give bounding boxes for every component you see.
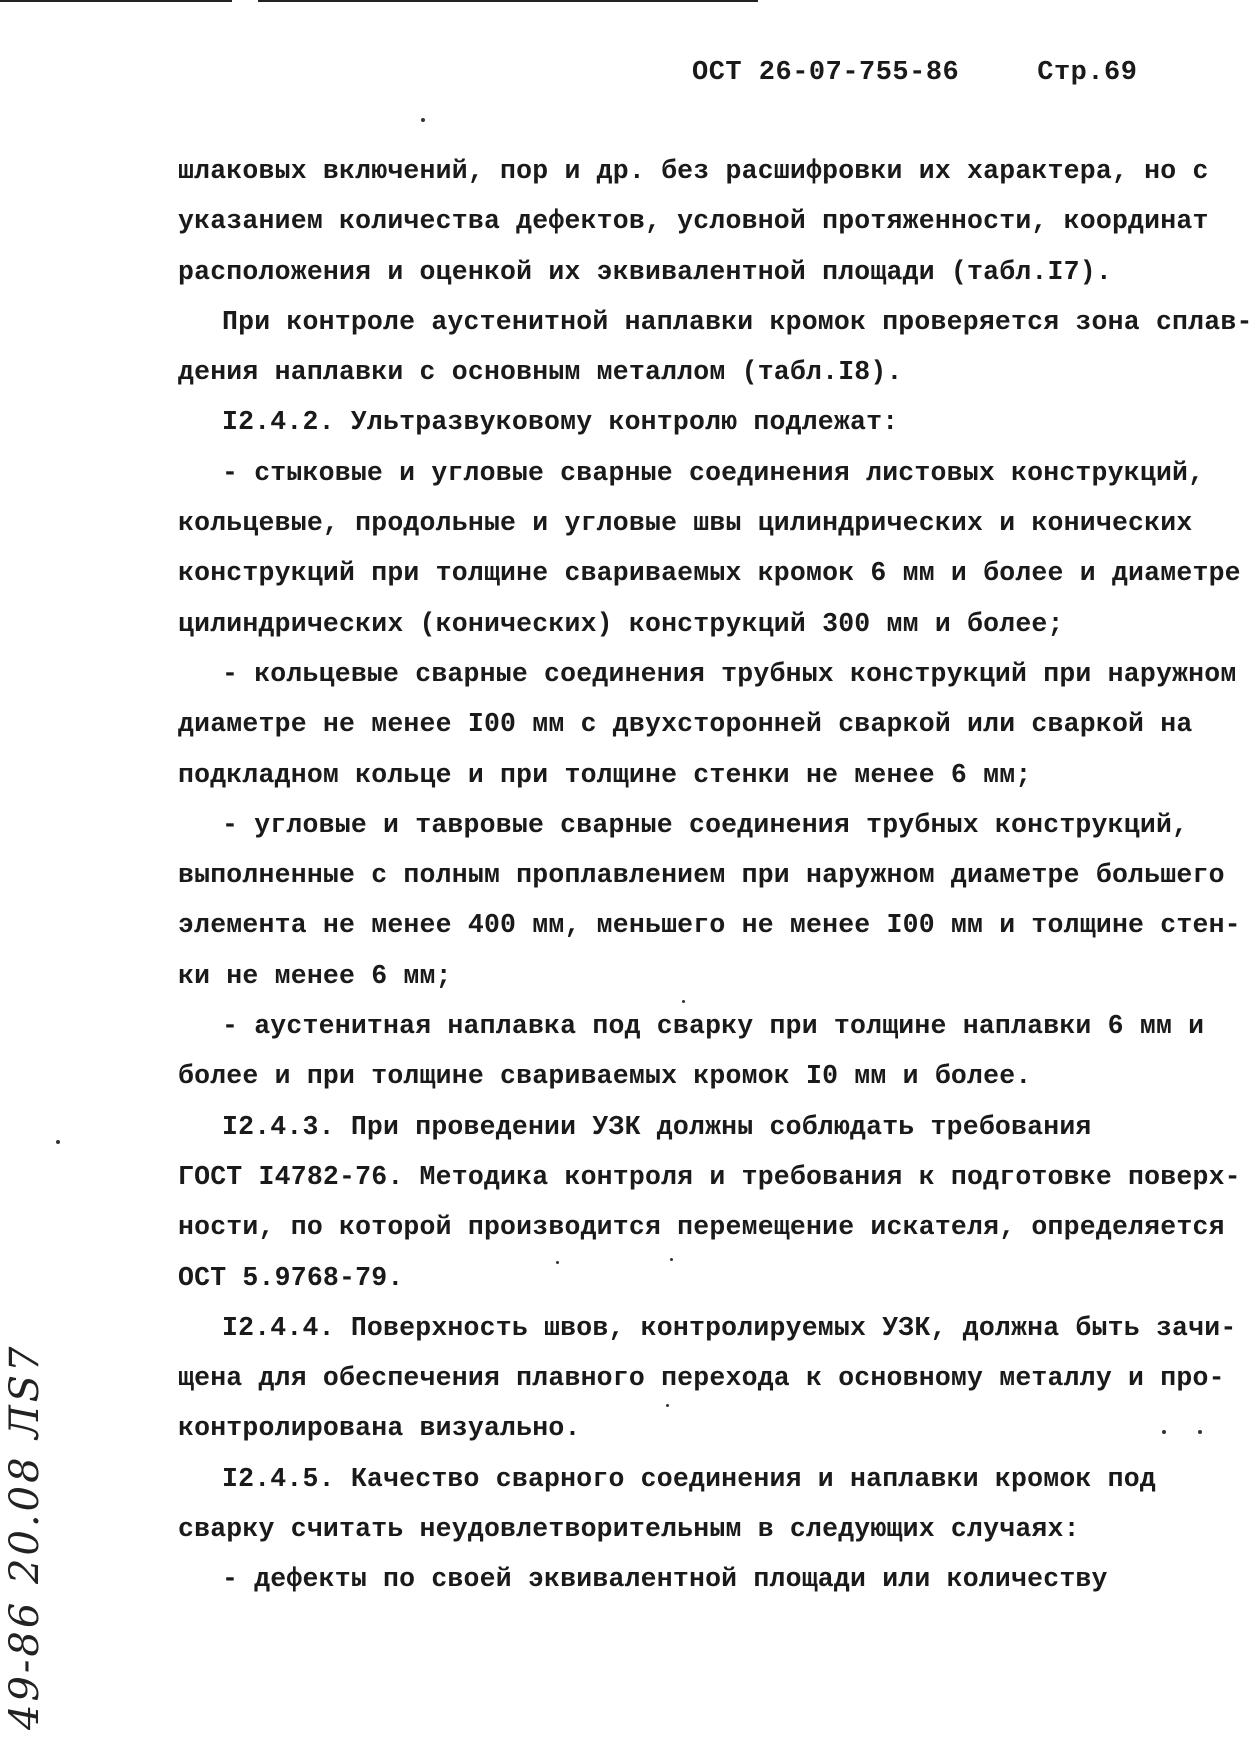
text-line: I2.4.2. Ультразвуковому контролю подлежат: bbox=[222, 407, 899, 438]
text-line: расположения и оценкой их эквивалентной площади (табл.I7). bbox=[178, 256, 1112, 287]
text-line: цилиндрических (конических) конструкций 300 мм и более; bbox=[178, 608, 1064, 639]
handwritten-margin-note: 49-86 20.08 ЛЅ7 bbox=[2, 1343, 48, 1730]
text-line: сварку считать неудовлетворительным в следующих случаях: bbox=[178, 1514, 1080, 1545]
text-line: - дефекты по своей эквивалентной площади или количеству bbox=[222, 1564, 1108, 1595]
text-line: кольцевые, продольные и угловые швы цилиндрических и конических bbox=[178, 508, 1193, 539]
scan-speck bbox=[670, 1258, 673, 1261]
text-line: дения наплавки с основным металлом (табл.I8). bbox=[178, 357, 903, 388]
page-number: Стр.69 bbox=[1037, 58, 1138, 88]
text-line: более и при толщине свариваемых кромок I0 мм и более. bbox=[178, 1061, 1032, 1092]
document-body bbox=[178, 146, 1253, 1605]
text-line: диаметре не менее I00 мм с двухсторонней сваркой или сваркой на bbox=[178, 709, 1193, 740]
scan-speck bbox=[666, 1404, 669, 1407]
text-line: I2.4.3. При проведении УЗК должны соблюдать требования bbox=[222, 1111, 1092, 1142]
text-line: ности, по которой производится перемещение искателя, определяется bbox=[178, 1212, 1225, 1243]
text-line: указанием количества дефектов, условной протяженности, координат bbox=[178, 206, 1209, 237]
text-line: контролирована визуально. bbox=[178, 1413, 581, 1444]
text-line: шлаковых включений, пор и др. без расшифровки их характера, но с bbox=[178, 156, 1209, 186]
text-line: - угловые и тавровые сварные соединения трубных конструкций, bbox=[222, 809, 1189, 840]
scan-speck bbox=[421, 118, 425, 122]
text-line: - аустенитная наплавка под сварку при толщине наплавки 6 мм и bbox=[222, 1011, 1205, 1042]
scan-speck bbox=[1162, 1430, 1166, 1434]
text-line: выполненные с полным проплавлением при наружном диаметре большего bbox=[178, 860, 1225, 891]
scan-speck bbox=[56, 1140, 60, 1144]
text-line: элемента не менее 400 мм, меньшего не менее I00 мм и толщине стен- bbox=[178, 910, 1241, 941]
text-line: I2.4.4. Поверхность швов, контролируемых УЗК, должна быть зачи- bbox=[222, 1312, 1237, 1343]
text-line: - кольцевые сварные соединения трубных конструкций при наружном bbox=[222, 658, 1237, 689]
text-line: - стыковые и угловые сварные соединения листовых конструкций, bbox=[222, 457, 1205, 488]
text-line: ГОСТ I4782-76. Методика контроля и требования к подготовке поверх- bbox=[178, 1161, 1241, 1192]
scan-speck bbox=[556, 1261, 559, 1264]
text-line: подкладном кольце и при толщине стенки не менее 6 мм; bbox=[178, 759, 1032, 790]
text-line: конструкций при толщине свариваемых кромок 6 мм и более и диаметре bbox=[178, 558, 1241, 589]
text-line: I2.4.5. Качество сварного соединения и наплавки кромок под bbox=[222, 1463, 1156, 1494]
top-rule-right bbox=[258, 0, 758, 2]
text-line: ОСТ 5.9768-79. bbox=[178, 1262, 404, 1293]
text-line: ки не менее 6 мм; bbox=[178, 960, 452, 991]
top-rule-left bbox=[0, 0, 232, 2]
document-code: ОСТ 26-07-755-86 bbox=[692, 58, 960, 88]
scan-speck bbox=[682, 1000, 685, 1003]
text-line: щена для обеспечения плавного перехода к основному металлу и про- bbox=[178, 1363, 1225, 1394]
page-header bbox=[692, 58, 1137, 88]
scan-speck bbox=[1198, 1430, 1202, 1434]
text-line: При контроле аустенитной наплавки кромок проверяется зона сплав- bbox=[222, 306, 1253, 337]
